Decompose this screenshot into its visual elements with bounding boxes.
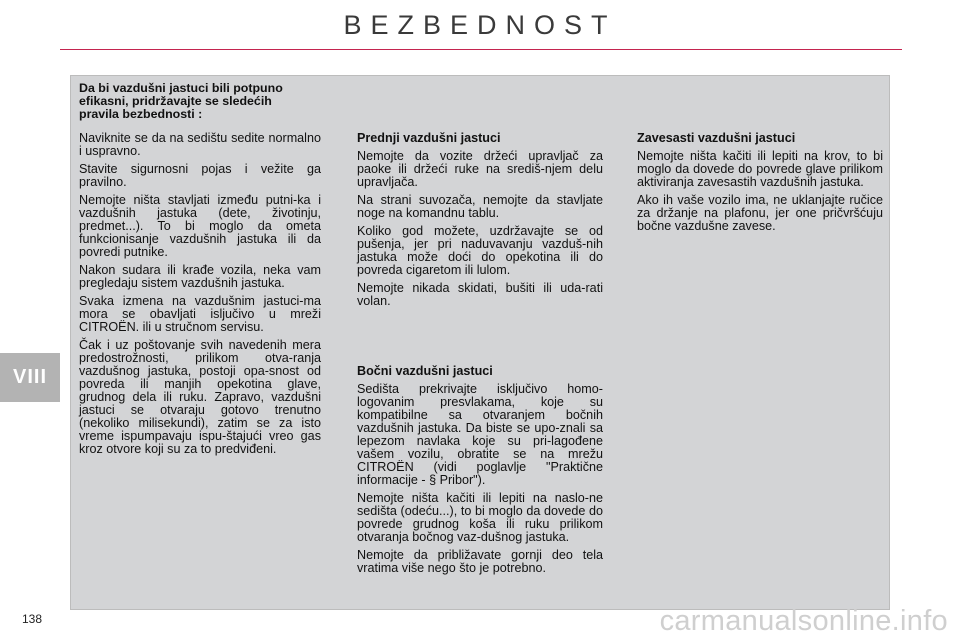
safety-rules-panel bbox=[70, 75, 890, 610]
paragraph: Nemojte ništa kačiti ili lepiti na krov, to bi moglo da dovede do povrede glave prilikom aktiviranja zavesastih vazdušnih jastuka. bbox=[637, 149, 883, 189]
column-front-side-airbags bbox=[357, 132, 603, 580]
paragraph: Na strani suvozača, nemojte da stavljate noge na komandnu tablu. bbox=[357, 193, 603, 220]
page-title: BEZBEDNOST bbox=[343, 10, 617, 40]
section-heading-side: Bočni vazdušni jastuci bbox=[357, 364, 493, 378]
paragraph: Nemojte da vozite držeći upravljač za paoke ili držeći ruke na središ-njem delu upravljača. bbox=[357, 149, 603, 189]
column-general-rules bbox=[79, 82, 321, 461]
paragraph: Ako ih vaše vozilo ima, ne uklanjajte ručice za držanje na plafonu, jer one pričvršćuju bočne vazdušne zavese. bbox=[637, 193, 883, 233]
paragraph: Stavite sigurnosni pojas i vežite ga pravilno. bbox=[79, 162, 321, 189]
paragraph: Naviknite se da na sedištu sedite normalno i uspravno. bbox=[79, 131, 321, 158]
paragraph: Nemojte ništa stavljati između putni-ka i vazdušnih jastuka (dete, životinju, predmet...). To bi moglo da ometa funkcionisanje vazdušnih jastuka ili da povredi putnike. bbox=[79, 193, 321, 259]
chapter-tab: VIII bbox=[0, 353, 60, 402]
intro-heading: Da bi vazdušni jastuci bili potpuno efikasni, pridržavajte se sledećih pravila bezbednosti : bbox=[79, 81, 283, 121]
section-heading-front: Prednji vazdušni jastuci bbox=[357, 131, 501, 145]
title-divider bbox=[60, 49, 902, 50]
paragraph: Nemojte da približavate gornji deo tela vratima više nego što je potrebno. bbox=[357, 548, 603, 575]
paragraph: Čak i uz poštovanje svih navedenih mera predostrožnosti, prilikom otva-ranja vazdušnog jastuka, postoji opa-snost od povreda ili manjih opekotina glave, grudnog dela ili ruku. Zapravo, vazdušni jastuci se otvaraju gotovo trenutno (nekoliko milisekundi), zatim se za isto vreme ispumpavaju ispu-štajući vreo gas kroz otvore koji su za to predviđeni. bbox=[79, 338, 321, 456]
paragraph: Svaka izmena na vazdušnim jastuci-ma mora se obavljati isljučivo u mreži CITROËN. ili u stručnom servisu. bbox=[79, 294, 321, 334]
paragraph: Koliko god možete, uzdržavajte se od pušenja, jer pri naduvavanju vazduš-nih jastuka može doći do opekotina ili do povreda cigaretom ili lulom. bbox=[357, 224, 603, 277]
column-curtain-airbags bbox=[637, 132, 883, 238]
paragraph: Nemojte nikada skidati, bušiti ili uda-rati volan. bbox=[357, 281, 603, 308]
watermark: carmanualsonline.info bbox=[659, 605, 948, 637]
paragraph: Nakon sudara ili krađe vozila, neka vam pregledaju sistem vazdušnih jastuka. bbox=[79, 263, 321, 290]
paragraph: Sedišta prekrivajte isključivo homo-logovanim presvlakama, koje su kompatibilne sa otvaranjem bočnih vazdušnih jastuka. Da biste se upo-znali sa lepezom navlaka koje su pri-lagođene vašem vozilu, obratite se na mrežu CITROËN (vidi poglavlje "Praktične informacije - § Pribor"). bbox=[357, 382, 603, 487]
section-heading-curtain: Zavesasti vazdušni jastuci bbox=[637, 131, 796, 145]
paragraph: Nemojte ništa kačiti ili lepiti na naslo-ne sedišta (odeću...), to bi moglo da dovede do povrede grudnog koša ili ruku prilikom otvaranja bočnog vaz-dušnog jastuka. bbox=[357, 491, 603, 544]
page-number: 138 bbox=[22, 612, 43, 626]
